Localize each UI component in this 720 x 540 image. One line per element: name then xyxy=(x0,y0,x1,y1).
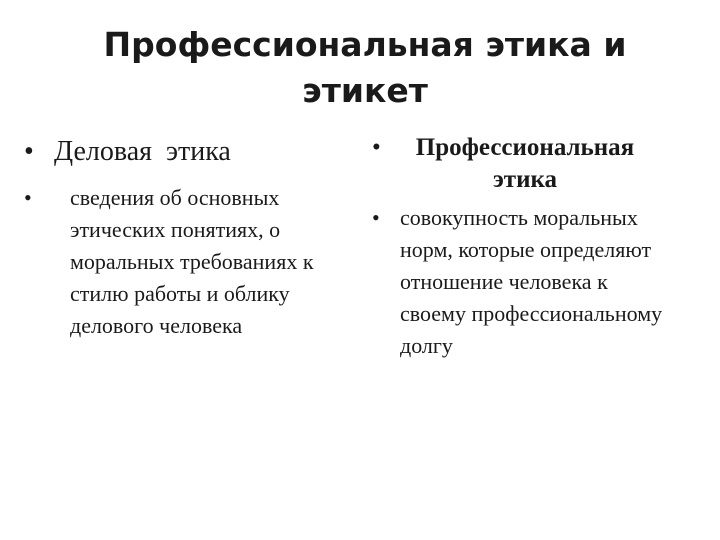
right-heading-bullet xyxy=(368,132,688,196)
bullet-icon: • xyxy=(24,136,34,167)
bullet-icon: • xyxy=(372,134,381,161)
left-heading: Деловая этика xyxy=(54,136,231,167)
left-heading-bullet xyxy=(22,132,352,172)
right-column xyxy=(368,132,688,362)
bullet-icon: • xyxy=(24,185,32,210)
right-definition: совокупность моральных норм, которые определяют отношение человека к своему профессиональному долгу xyxy=(400,205,663,358)
left-column xyxy=(22,132,352,342)
right-heading: Профессиональная этика xyxy=(415,134,635,193)
left-definition: сведения об основных этических понятиях, о моральных требованиях к стилю работы и облику делового человека xyxy=(70,185,314,338)
right-definition-bullet xyxy=(368,202,688,362)
slide-title-line1: Профессиональная этика и xyxy=(103,25,627,64)
left-definition-bullet xyxy=(22,182,352,342)
slide-title xyxy=(60,22,670,114)
bullet-icon: • xyxy=(372,205,380,230)
slide-title-line2: этикет xyxy=(302,71,428,110)
